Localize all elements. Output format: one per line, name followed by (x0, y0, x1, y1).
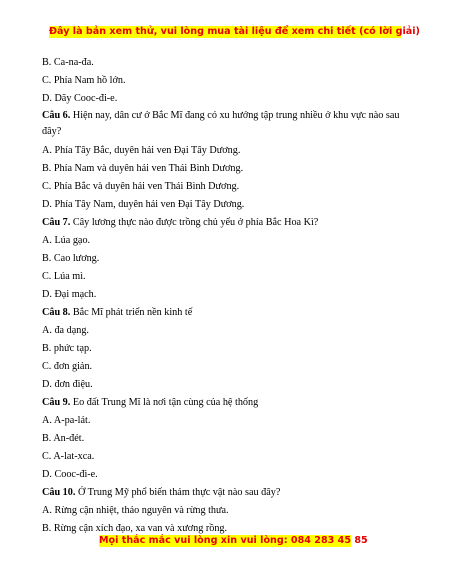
option-line: C. Lúa mì. (42, 271, 86, 282)
question-9 (42, 394, 412, 412)
option-line: A. Lúa gạo. (42, 235, 91, 246)
option-line: C. Phía Bắc và duyên hải ven Thái Bình Dương. (42, 181, 240, 192)
option-line: C. A-lat-xca. (42, 451, 95, 462)
question-number: Câu 10. (42, 487, 76, 498)
question-number: Câu 8. (42, 307, 71, 318)
option-line: A. đa dạng. (42, 325, 89, 336)
question-text: Hiện nay, dân cư ở Bắc Mĩ đang có xu hướng tập trung nhiều ở khu vực nào sau đây? (42, 110, 400, 137)
option-line: C. đơn giản. (42, 361, 93, 372)
question-8 (42, 304, 412, 322)
question-text: Ở Trung Mỹ phổ biến thảm thực vật nào sau đây? (75, 487, 281, 498)
option-line: D. Phía Tây Nam, duyên hải ven Đại Tây Dương. (42, 199, 245, 210)
question-7 (42, 214, 412, 232)
option-line: D. Cooc-đi-e. (42, 469, 98, 480)
option-line: B. An-đét. (42, 433, 85, 444)
option-line: B. Phía Nam và duyên hải ven Thái Bình Dương. (42, 163, 244, 174)
option-line: C. Phía Nam hồ lớn. (42, 75, 126, 86)
document-body (42, 54, 412, 538)
question-6 (42, 108, 412, 140)
option-line: A. A-pa-lát. (42, 415, 91, 426)
question-number: Câu 9. (42, 397, 71, 408)
option-line: B. Cao lương. (42, 253, 100, 264)
option-line: D. Dãy Cooc-đi-e. (42, 93, 118, 104)
question-text: Eo đất Trung Mĩ là nơi tận cùng của hệ thống (70, 397, 259, 408)
option-line: A. Rừng cận nhiệt, thảo nguyên và rừng thưa. (42, 505, 229, 516)
contact-banner: Mọi thắc mắc vui lòng xin vui lòng: 084 283 45 85 (99, 535, 368, 546)
question-number: Câu 6. (42, 110, 71, 121)
option-line: B. Rừng cận xích đạo, xa van và xương rồng. (42, 523, 228, 534)
option-line: B. phức tạp. (42, 343, 92, 354)
question-text: Bắc Mĩ phát triển nền kinh tế (70, 307, 193, 318)
question-text: Cây lương thực nào được trồng chủ yếu ở phía Bắc Hoa Kì? (70, 217, 319, 228)
preview-banner: Đây là bản xem thử, vui lòng mua tài liệu để xem chi tiết (có lời giải) (49, 26, 420, 37)
option-line: B. Ca-na-đa. (42, 57, 94, 68)
option-line: D. Đại mạch. (42, 289, 97, 300)
option-line: D. đơn điệu. (42, 379, 93, 390)
option-line: A. Phía Tây Bắc, duyên hải ven Đại Tây Dương. (42, 145, 241, 156)
question-number: Câu 7. (42, 217, 71, 228)
question-10 (42, 484, 412, 502)
